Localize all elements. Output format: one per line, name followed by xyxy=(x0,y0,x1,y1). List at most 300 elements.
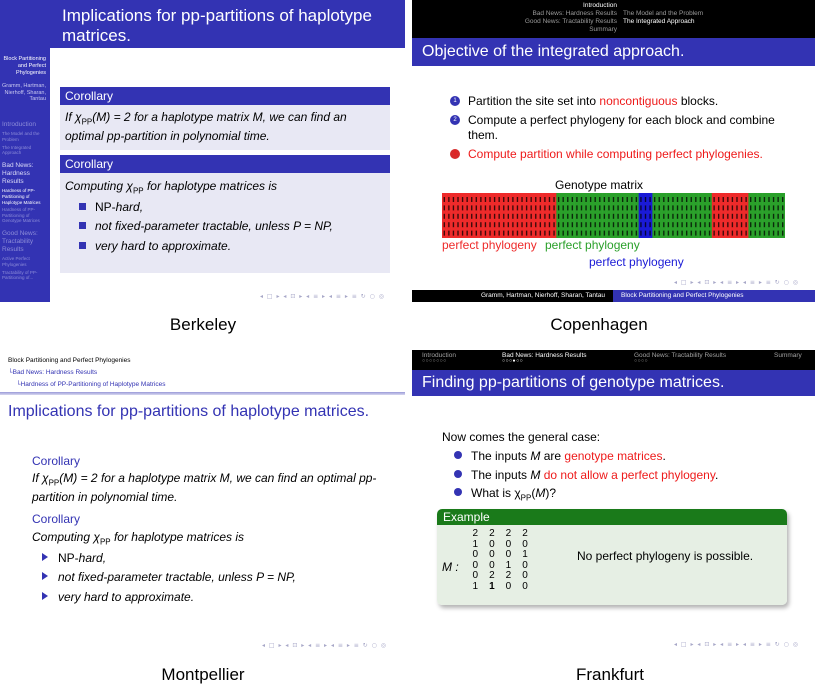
list-item: The inputs M are genotype matrices. xyxy=(454,447,718,466)
matrix-cell-mark xyxy=(476,197,477,202)
matrix-cell-mark xyxy=(709,214,710,219)
matrix-cell-mark xyxy=(709,222,710,227)
matrix-cell-mark xyxy=(718,231,719,236)
matrix-cell-mark xyxy=(631,205,632,210)
square-bullet-icon xyxy=(79,242,86,249)
matrix-cell-mark xyxy=(544,214,545,219)
matrix-cell-mark xyxy=(444,197,445,202)
matrix-cell-mark xyxy=(544,222,545,227)
matrix-cell-mark xyxy=(691,222,692,227)
corollary-block-1 xyxy=(32,454,392,505)
matrix-cell-mark xyxy=(631,222,632,227)
matrix-cell-mark xyxy=(480,231,481,236)
sidebar-title[interactable]: Block Partitioning and Perfect Phylogenies xyxy=(3,56,46,76)
matrix-cell-mark xyxy=(567,222,568,227)
matrix-cell-mark xyxy=(732,205,733,210)
matrix-cell-mark xyxy=(768,222,769,227)
matrix-cell-mark xyxy=(727,231,728,236)
matrix-cell-mark xyxy=(489,222,490,227)
nav-subsection[interactable]: The Integrated Approach xyxy=(623,18,695,26)
matrix-cell-mark xyxy=(631,197,632,202)
matrix-cell-mark xyxy=(453,214,454,219)
matrix-cell-mark xyxy=(585,231,586,236)
matrix-cell-mark xyxy=(494,222,495,227)
matrix-cell-mark xyxy=(503,197,504,202)
nav-section[interactable]: Good News: Tractability Results ○○○○ xyxy=(634,352,727,365)
matrix-cell-mark xyxy=(732,197,733,202)
matrix-cell-mark xyxy=(750,231,751,236)
matrix-cell-mark xyxy=(755,205,756,210)
matrix-cell-mark xyxy=(480,214,481,219)
tree-level-1[interactable]: └Bad News: Hardness Results xyxy=(8,369,98,377)
matrix-cell: 0 xyxy=(489,538,495,550)
matrix-cell: 0 xyxy=(522,538,528,550)
matrix-cell-mark xyxy=(649,214,650,219)
intro-text: Now comes the general case: xyxy=(442,430,601,444)
matrix-cell-mark xyxy=(466,197,467,202)
matrix-cell-mark xyxy=(777,197,778,202)
matrix-cell-mark xyxy=(563,205,564,210)
matrix-cell-mark xyxy=(782,214,783,219)
matrix-cell-mark xyxy=(572,214,573,219)
matrix-cell-mark xyxy=(512,205,513,210)
matrix-cell-mark xyxy=(736,222,737,227)
sidebar-subsection[interactable]: Hardness of PP-Partitioning of Genotype Matrices xyxy=(2,207,40,224)
matrix-cell-mark xyxy=(750,214,751,219)
frankfurt-title-bar xyxy=(412,370,815,396)
matrix-cell-mark xyxy=(718,222,719,227)
matrix-cell-mark xyxy=(782,205,783,210)
block-body: If $\chi_{PP}(M) = 2$ for a haplotype matrix M, we can find an optimal pp-partition in polynomial time. xyxy=(32,471,377,505)
matrix-cell-mark xyxy=(462,214,463,219)
matrix-cell-mark xyxy=(782,197,783,202)
matrix-cell-mark xyxy=(777,205,778,210)
matrix-cell-mark xyxy=(695,231,696,236)
matrix-cell-mark xyxy=(517,205,518,210)
circle-bullet-icon xyxy=(454,470,462,478)
matrix-cell-mark xyxy=(553,231,554,236)
matrix-cell-mark xyxy=(645,231,646,236)
copenhagen-slide xyxy=(412,0,815,302)
matrix-cell-mark xyxy=(755,231,756,236)
matrix-cell-mark xyxy=(540,222,541,227)
matrix-cell-mark xyxy=(755,197,756,202)
tree-level-2[interactable]: └Hardness of PP-Partitioning of Haplotype Matrices xyxy=(16,381,166,389)
matrix-cell-mark xyxy=(498,197,499,202)
matrix-cell-mark xyxy=(627,205,628,210)
matrix-cell: 1 xyxy=(472,538,479,550)
square-bullet-icon xyxy=(79,222,86,229)
matrix-cell-mark xyxy=(540,205,541,210)
matrix-cell-mark xyxy=(549,197,550,202)
matrix-cell-mark xyxy=(535,197,536,202)
matrix-cell-mark xyxy=(608,214,609,219)
matrix-cell-mark xyxy=(471,197,472,202)
sidebar-section[interactable]: Introduction xyxy=(2,121,36,129)
matrix-cell-mark xyxy=(508,222,509,227)
matrix-cell-mark xyxy=(567,231,568,236)
matrix-cell-mark xyxy=(553,222,554,227)
matrix-cell-mark xyxy=(627,214,628,219)
matrix-cell-mark xyxy=(659,222,660,227)
matrix-cell-mark xyxy=(709,197,710,202)
item-list xyxy=(32,549,392,607)
nav-section[interactable]: Introduction ○○○○○○○ xyxy=(422,352,456,365)
matrix-cell: 2 xyxy=(489,528,495,539)
copenhagen-nav xyxy=(412,0,815,38)
matrix-cell-mark xyxy=(686,197,687,202)
nav-section[interactable]: Summary xyxy=(589,26,617,34)
matrix-cell-mark xyxy=(567,214,568,219)
example-block xyxy=(437,509,787,605)
slide-title: Objective of the integrated approach. xyxy=(422,43,685,60)
matrix-cell-mark xyxy=(590,214,591,219)
matrix-cell-mark xyxy=(604,231,605,236)
matrix-cell-mark xyxy=(608,222,609,227)
matrix-cell-mark xyxy=(640,231,641,236)
sidebar-subsection[interactable]: Tractability of PP-Partitioning of... xyxy=(2,269,38,281)
matrix-cell-mark xyxy=(668,197,669,202)
matrix-cell-mark xyxy=(558,197,559,202)
matrix-cell-mark xyxy=(759,197,760,202)
matrix-cell-mark xyxy=(558,222,559,227)
matrix-cell: 0 xyxy=(522,559,528,571)
matrix-cell-mark xyxy=(489,197,490,202)
nav-subsection[interactable]: The Model and the Problem xyxy=(623,10,704,17)
matrix-cell-mark xyxy=(695,222,696,227)
matrix-cell-mark xyxy=(700,231,701,236)
matrix-cell-mark xyxy=(485,231,486,236)
berkeley-title-bar xyxy=(50,0,405,48)
matrix-cell-mark xyxy=(691,197,692,202)
label-perfect-phylogeny-blue: perfect phylogeny xyxy=(589,255,684,269)
matrix-cell-mark xyxy=(700,222,701,227)
matrix-cell-mark xyxy=(736,197,737,202)
matrix-cell-mark xyxy=(457,197,458,202)
matrix-cell-mark xyxy=(498,214,499,219)
matrix-cell-mark xyxy=(759,231,760,236)
matrix-cell-mark xyxy=(718,205,719,210)
matrix-cell-mark xyxy=(627,222,628,227)
matrix-cell-mark xyxy=(736,205,737,210)
triangle-bullet-icon xyxy=(42,553,48,561)
matrix-name: M : xyxy=(442,560,459,574)
matrix-cell-mark xyxy=(745,214,746,219)
tree-root[interactable]: Block Partitioning and Perfect Phylogenies xyxy=(8,357,131,364)
matrix-cell-mark xyxy=(668,214,669,219)
matrix-cell-mark xyxy=(659,231,660,236)
matrix-cell-mark xyxy=(457,231,458,236)
matrix-cell: 2 xyxy=(522,528,528,539)
matrix-cell-mark xyxy=(677,231,678,236)
matrix-cell-mark xyxy=(530,205,531,210)
matrix-cell-mark xyxy=(595,197,596,202)
caption-copenhagen: Copenhagen xyxy=(550,315,648,334)
matrix-cell-mark xyxy=(576,205,577,210)
matrix-cell-mark xyxy=(681,222,682,227)
matrix-cell: 0 xyxy=(489,549,495,560)
matrix-cell-mark xyxy=(590,197,591,202)
matrix-cell-mark xyxy=(553,205,554,210)
matrix-cell-mark xyxy=(645,222,646,227)
matrix-cell-mark xyxy=(663,205,664,210)
matrix-cell-mark xyxy=(558,205,559,210)
circle-bullet-icon xyxy=(454,488,462,496)
matrix-cell-mark xyxy=(576,197,577,202)
matrix-cell-mark xyxy=(608,205,609,210)
matrix-cell-mark xyxy=(672,197,673,202)
list-item: 1 Partition the site set into noncontiguous blocks. xyxy=(450,94,790,110)
matrix-cell-mark xyxy=(480,205,481,210)
matrix-cell-mark xyxy=(723,222,724,227)
example-body xyxy=(437,525,787,605)
matrix-cell-mark xyxy=(453,197,454,202)
matrix-cell-mark xyxy=(622,197,623,202)
footer-title: Block Partitioning and Perfect Phylogenies xyxy=(613,290,815,302)
matrix-cell-mark xyxy=(777,231,778,236)
nav-symbols[interactable]: ◂ □ ▸ ◂ ⊡ ▸ ◂ ≡ ▸ ◂ ≡ ▸ ≡ ↻ ○ ◎ xyxy=(674,279,799,286)
matrix-cell-mark xyxy=(585,205,586,210)
slide-title: Finding pp-partitions of genotype matrices. xyxy=(422,374,725,391)
copenhagen-title-bar xyxy=(412,38,815,66)
sidebar-sections xyxy=(2,121,46,281)
matrix-cell-mark xyxy=(604,205,605,210)
block-title: Corollary xyxy=(60,87,390,105)
matrix-cell-mark xyxy=(782,231,783,236)
nav-progress-dots: ○○○○○○○ xyxy=(422,358,447,365)
matrix-cell-mark xyxy=(512,222,513,227)
caption-montpellier: Montpellier xyxy=(161,665,245,684)
matrix-cell-mark xyxy=(485,222,486,227)
matrix-cell-mark xyxy=(549,205,550,210)
label-perfect-phylogeny-red: perfect phylogeny xyxy=(442,238,537,252)
matrix-cell-mark xyxy=(745,231,746,236)
nav-section[interactable]: Bad News: Hardness Results xyxy=(532,10,617,18)
matrix-cell-mark xyxy=(636,197,637,202)
matrix-cell-mark xyxy=(585,197,586,202)
matrix-cell-mark xyxy=(681,231,682,236)
matrix-cell-mark xyxy=(713,222,714,227)
matrix-cell-mark xyxy=(535,231,536,236)
block-body: Computing $\chi_{PP}$ for haplotype matrices is NP-hard, not fixed-parameter tractable, unless P = NP, very hard to approximate. xyxy=(32,528,392,607)
matrix-cell-mark xyxy=(709,231,710,236)
matrix-cell-mark xyxy=(581,214,582,219)
matrix-cell-mark xyxy=(444,205,445,210)
sidebar-subsection[interactable]: Active Perfect Phylogenies xyxy=(2,256,30,267)
matrix-cell-mark xyxy=(457,205,458,210)
list-item: not fixed-parameter tractable, unless P = NP, xyxy=(79,217,385,236)
matrix-cell-mark xyxy=(732,214,733,219)
table-row xyxy=(467,582,533,593)
matrix-cell-mark xyxy=(645,205,646,210)
matrix-cell-mark xyxy=(732,222,733,227)
matrix-cell-mark xyxy=(659,214,660,219)
list-item: NP-hard, xyxy=(79,198,385,217)
matrix-cell-mark xyxy=(723,197,724,202)
matrix-cell-mark xyxy=(544,205,545,210)
matrix-cell-mark xyxy=(599,222,600,227)
matrix-cell-mark xyxy=(773,205,774,210)
matrix-cell-mark xyxy=(700,214,701,219)
matrix-cell-mark xyxy=(764,231,765,236)
matrix-cell-mark xyxy=(745,197,746,202)
montpellier-slide xyxy=(0,350,405,652)
matrix-cell-mark xyxy=(663,197,664,202)
matrix-cell-mark xyxy=(777,222,778,227)
matrix-cell-mark xyxy=(498,231,499,236)
matrix-cell-mark xyxy=(745,222,746,227)
matrix-cell-mark xyxy=(498,205,499,210)
montpellier-tree-nav xyxy=(8,355,165,391)
matrix-cell-mark xyxy=(677,222,678,227)
matrix-cell-mark xyxy=(672,205,673,210)
example-title: Example xyxy=(437,509,787,525)
frankfurt-slide xyxy=(412,350,815,652)
nav-symbols[interactable]: ◂ □ ▸ ◂ ⊡ ▸ ◂ ≡ ▸ ◂ ≡ ▸ ≡ ↻ ○ ◎ xyxy=(262,642,387,649)
footer-authors: Gramm, Hartman, Nierhoff, Sharan, Tantau xyxy=(412,290,613,302)
matrix-cell-mark xyxy=(604,222,605,227)
matrix-cell-mark xyxy=(773,214,774,219)
matrix-cell-mark xyxy=(681,197,682,202)
sidebar-subsection[interactable]: The Model and the Problem xyxy=(2,131,40,142)
matrix-cell-mark xyxy=(604,214,605,219)
sidebar-subsection[interactable]: The Integrated Approach xyxy=(2,144,32,156)
matrix-cell-mark xyxy=(526,222,527,227)
sidebar-authors: Gramm, Hartman, Nierhoff, Sharan, Tantau xyxy=(2,82,47,103)
matrix-cell-mark xyxy=(521,205,522,210)
matrix-cell-mark xyxy=(530,231,531,236)
matrix-cell-mark xyxy=(668,205,669,210)
list-item: very hard to approximate. xyxy=(42,588,392,607)
matrix-cell-mark xyxy=(590,231,591,236)
matrix-cell-mark xyxy=(453,205,454,210)
matrix-cell-mark xyxy=(503,222,504,227)
matrix-cell-mark xyxy=(535,222,536,227)
matrix-cell-mark xyxy=(585,222,586,227)
matrix-cell-mark xyxy=(777,214,778,219)
matrix-cell-mark xyxy=(768,231,769,236)
matrix-cell-mark xyxy=(535,214,536,219)
list-item: 3 Compute partition while computing perfect phylogenies. xyxy=(450,147,790,163)
matrix-cell-mark xyxy=(617,197,618,202)
matrix-cell-mark xyxy=(466,205,467,210)
block-title: Corollary xyxy=(32,512,81,526)
matrix-cell-mark xyxy=(549,231,550,236)
matrix-cell-mark xyxy=(663,231,664,236)
matrix-cell-mark xyxy=(645,214,646,219)
matrix-cell-mark xyxy=(636,231,637,236)
matrix-cell-mark xyxy=(764,222,765,227)
block-title: Corollary xyxy=(60,155,390,173)
matrix-cell-mark xyxy=(553,197,554,202)
list-item: What is $\chi_{PP}(M)$? xyxy=(454,484,718,505)
berkeley-sidebar xyxy=(0,0,50,302)
matrix-cell-mark xyxy=(713,197,714,202)
matrix-cell-mark xyxy=(503,214,504,219)
nav-section[interactable]: Introduction xyxy=(583,2,617,9)
matrix-cell-mark xyxy=(622,205,623,210)
matrix-cell-mark xyxy=(457,222,458,227)
item-list xyxy=(454,447,718,505)
matrix-cell-mark xyxy=(617,214,618,219)
matrix-cell-mark xyxy=(526,205,527,210)
matrix-cell-mark xyxy=(530,222,531,227)
sidebar-section[interactable]: Good News: Tractability Results xyxy=(2,230,38,254)
matrix-cell-mark xyxy=(567,205,568,210)
matrix-cell-mark xyxy=(508,214,509,219)
matrix-cell-mark xyxy=(462,222,463,227)
block-body: If $\chi_{PP}(M) = 2$ for a haplotype matrix M, we can find an optimal pp-partition in polynomial time. xyxy=(60,105,390,150)
matrix-cell-mark xyxy=(576,222,577,227)
matrix-cell-mark xyxy=(512,231,513,236)
sidebar-section[interactable]: Bad News: Hardness Results xyxy=(2,161,34,186)
caption-berkeley: Berkeley xyxy=(169,315,237,334)
matrix-cell-mark xyxy=(599,231,600,236)
matrix-cell-mark xyxy=(462,231,463,236)
matrix-cell-mark xyxy=(526,231,527,236)
sidebar-subsection[interactable]: Hardness of PP-Partitioning of Haplotype Matrices xyxy=(2,188,41,205)
matrix-cell-mark xyxy=(649,231,650,236)
matrix-cell-mark xyxy=(736,214,737,219)
matrix-cell-mark xyxy=(521,214,522,219)
matrix-cell: 1 xyxy=(505,559,512,571)
matrix-cell-mark xyxy=(727,197,728,202)
example-text: No perfect phylogeny is possible. xyxy=(577,549,754,563)
matrix-cell-mark xyxy=(572,222,573,227)
matrix-cell-mark xyxy=(649,222,650,227)
triangle-bullet-icon xyxy=(42,572,48,580)
matrix-cell-mark xyxy=(704,222,705,227)
matrix-cell-mark xyxy=(613,205,614,210)
matrix-cell-mark xyxy=(572,205,573,210)
matrix-cell-mark xyxy=(581,205,582,210)
nav-section[interactable]: Bad News: Hardness Results ○○○●○○ xyxy=(502,352,587,365)
matrix-cell-mark xyxy=(718,214,719,219)
matrix-cell-mark xyxy=(585,214,586,219)
matrix-cell-mark xyxy=(663,222,664,227)
nav-symbols[interactable]: ◂ □ ▸ ◂ ⊡ ▸ ◂ ≡ ▸ ◂ ≡ ▸ ≡ ↻ ○ ◎ xyxy=(260,293,385,300)
matrix-cell-mark xyxy=(759,214,760,219)
nav-symbols[interactable]: ◂ □ ▸ ◂ ⊡ ▸ ◂ ≡ ▸ ◂ ≡ ▸ ≡ ↻ ○ ◎ xyxy=(674,641,799,648)
matrix-cell-mark xyxy=(508,197,509,202)
matrix-cell-mark xyxy=(755,222,756,227)
matrix-cell-mark xyxy=(595,214,596,219)
matrix-cell-mark xyxy=(503,205,504,210)
matrix-cell-mark xyxy=(773,222,774,227)
matrix-cell: 2 xyxy=(472,528,479,539)
matrix-cell-mark xyxy=(709,205,710,210)
matrix-cell-mark xyxy=(521,231,522,236)
matrix-cell-mark xyxy=(768,197,769,202)
matrix-cell-mark xyxy=(599,205,600,210)
nav-section[interactable]: Good News: Tractability Results xyxy=(524,18,617,26)
matrix-cell-mark xyxy=(508,205,509,210)
matrix-cell: 0 xyxy=(472,570,479,581)
matrix-cell-mark xyxy=(640,205,641,210)
matrix-cell: 0 xyxy=(522,570,528,581)
matrix-cell-mark xyxy=(627,197,628,202)
matrix-cell-mark xyxy=(466,231,467,236)
matrix-cell-mark xyxy=(471,222,472,227)
matrix-cell-mark xyxy=(654,197,655,202)
corollary-block-2 xyxy=(32,512,392,607)
matrix-cell-mark xyxy=(700,205,701,210)
matrix-cell-mark xyxy=(494,205,495,210)
matrix-cell-mark xyxy=(695,197,696,202)
matrix-cell-mark xyxy=(581,197,582,202)
nav-section[interactable]: Summary xyxy=(774,352,802,359)
table-row xyxy=(467,571,533,582)
